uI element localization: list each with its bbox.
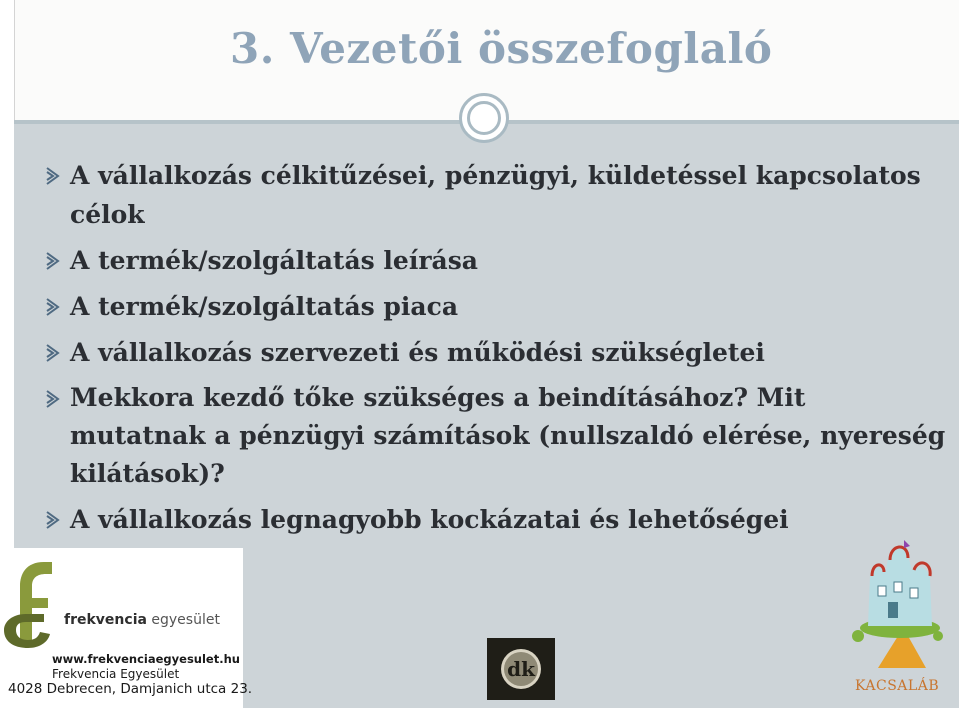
bullet-text: A vállalkozás legnagyobb kockázatai és lehetőségei xyxy=(70,505,789,534)
frekvencia-contact xyxy=(8,652,252,697)
arrow-bullet-icon xyxy=(44,287,62,326)
frekvencia-org: Frekvencia Egyesület xyxy=(52,667,180,681)
bullet-item xyxy=(46,287,946,326)
decorative-circle-icon xyxy=(459,93,509,143)
arrow-bullet-icon xyxy=(44,500,62,539)
bullet-item xyxy=(46,156,946,234)
slide-title: 3. Vezetői összefoglaló xyxy=(230,24,773,73)
bullet-item xyxy=(46,333,946,372)
bullet-text: A vállalkozás szervezeti és működési szükségletei xyxy=(70,338,765,367)
svg-text:dk: dk xyxy=(507,657,535,681)
frekvencia-website: www.frekvenciaegyesulet.hu xyxy=(52,652,240,666)
bullet-item xyxy=(46,379,946,493)
bullet-item xyxy=(46,241,946,280)
dk-logo xyxy=(487,638,555,700)
kacsalab-logo-name: KACSALÁB xyxy=(855,678,940,694)
bullet-item xyxy=(46,500,946,539)
dk-logo-icon xyxy=(487,638,555,700)
bullet-text: Mekkora kezdő tőke szükséges a beindításához? Mit mutatnak a pénzügyi számítások (nullszaldó elérése, nyereség kilátások)? xyxy=(70,383,946,488)
frekvencia-logo-name: frekvencia egyesület xyxy=(64,612,220,628)
frekvencia-address: 4028 Debrecen, Damjanich utca 23. xyxy=(8,681,253,697)
frekvencia-logo-icon xyxy=(4,556,68,650)
arrow-bullet-icon xyxy=(44,379,62,418)
arrow-bullet-icon xyxy=(44,333,62,372)
bullet-text: A termék/szolgáltatás leírása xyxy=(70,246,478,275)
arrow-bullet-icon xyxy=(44,241,62,280)
bullet-text: A termék/szolgáltatás piaca xyxy=(70,292,459,321)
bullet-list xyxy=(46,156,946,546)
arrow-bullet-icon xyxy=(44,156,62,195)
kacsalab-castle-icon xyxy=(848,536,944,676)
bullet-text: A vállalkozás célkitűzései, pénzügyi, küldetéssel kapcsolatos célok xyxy=(70,161,921,229)
